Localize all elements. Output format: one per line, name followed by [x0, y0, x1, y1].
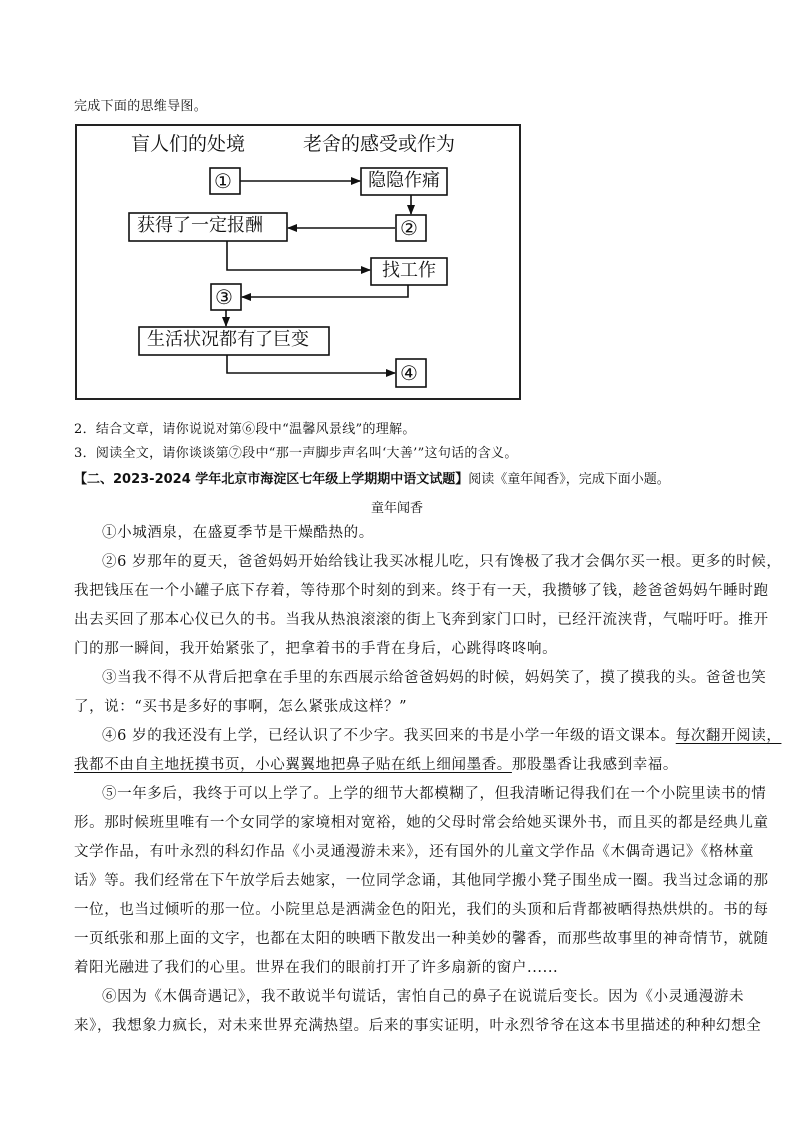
source-line: [74, 468, 670, 487]
paragraph-1: ①小城酒泉，在盛夏季节是干燥酷热的。: [102, 525, 374, 541]
mind-map-diagram: [77, 126, 519, 398]
node-4-label: ④: [400, 361, 418, 385]
node-job-label: 找工作: [382, 260, 436, 281]
article-title: 童年闻香: [370, 501, 423, 516]
node-3-label: ③: [215, 285, 233, 309]
source-rest: 阅读《童年闻香》，完成下面小题。: [468, 472, 670, 487]
paragraph-4-line: [74, 751, 726, 780]
arrow-reward-to-job: [227, 241, 370, 270]
node-reward-label: 获得了一定报酬: [137, 215, 263, 236]
paragraph-5-line: 形。那时候班里唯有一个女同学的家境相对宽裕，她的父母时常会给她买课外书，而且买的都是经典儿童: [74, 815, 769, 831]
underlined-sentence: 每次翻开阅读，: [675, 728, 782, 744]
intro-text: 完成下面的思维导图。: [74, 99, 208, 114]
question-3: 3．阅读全文，请你谈谈第⑦段中“那一声脚步声名叫‘大善’”这句话的含义。: [74, 446, 518, 461]
paragraph-3-line: ③当我不得不从背后把拿在手里的东西展示给爸爸妈妈的时候，妈妈笑了，摸了摸我的头。爸爸也笑: [102, 670, 767, 686]
paragraph-4-line: [74, 722, 782, 751]
heading-blind-situation: 盲人们的处境: [131, 133, 246, 155]
mind-map: [75, 124, 521, 400]
paragraph-5-line: 话》等。我们经常在下午放学后去她家，一位同学念诵，其他同学搬小凳子围坐成一圈。我当过念诵的那: [74, 873, 769, 889]
node-2-label: ②: [400, 216, 418, 240]
paragraph-4-text: ④6 岁的我还没有上学，已经认识了不少字。我买回来的书是小学一年级的语文课本。: [102, 728, 676, 744]
paragraph-5-line: 着阳光融进了我们的心里。世界在我们的眼前打开了许多扇新的窗户......: [74, 960, 559, 976]
node-change-label: 生活状况都有了巨变: [147, 329, 309, 350]
node-1-label: ①: [214, 169, 232, 193]
paragraph-5-line: 一页纸张和那上面的文字，也都在太阳的映晒下散发出一种美妙的馨香，而那些故事里的神奇情节，就随: [74, 931, 769, 947]
heading-laoshe-feeling: 老舍的感受或作为: [303, 133, 456, 155]
paragraph-6-line: ⑥因为《木偶奇遇记》，我不敢说半句谎话，害怕自己的鼻子在说谎后变长。因为《小灵通漫游未: [102, 989, 745, 1005]
paragraph-5-line: 文学作品，有叶永烈的科幻作品《小灵通漫游未来》，还有国外的儿童文学作品《木偶奇遇记》《格林童: [74, 844, 755, 860]
question-2: 2．结合文章，请你说说对第⑥段中“温馨风景线”的理解。: [74, 422, 416, 437]
paragraph-6-line: 来》，我想象力疯长，对未来世界充满热望。后来的事实证明，叶永烈爷爷在这本书里描述的种种幻想全: [74, 1018, 762, 1034]
paragraph-5-line: ⑤一年多后，我终于可以上学了。上学的细节大都模糊了，但我清晰记得我们在一个小院里读书的情: [102, 786, 767, 802]
paragraph-2-line: 我把钱压在一个小罐子底下存着，等待那个时刻的到来。终于有一天，我攒够了钱，趁爸爸妈妈午睡时跑: [74, 583, 769, 599]
paragraph-4-text: 那股墨香让我感到幸福。: [511, 757, 679, 773]
paragraph-2-line: ②6 岁那年的夏天，爸爸妈妈开始给钱让我买冰棍儿吃，只有馋极了我才会偶尔买一根。更多的时候，: [102, 554, 782, 570]
paragraph-5-line: 一位，也当过倾听的那一位。小院里总是洒满金色的阳光，我们的头顶和后背都被晒得热烘烘的。书的每: [74, 902, 769, 918]
paragraph-2-line: 门的那一瞬间，我开始紧张了，把拿着书的手背在身后，心跳得咚咚响。: [74, 641, 558, 657]
underlined-sentence: 我都不由自主地抚摸书页，小心翼翼地把鼻子贴在纸上细闻墨香。: [74, 757, 512, 773]
node-hurt-label: 隐隐作痛: [368, 170, 440, 191]
arrow-job-to-3: [242, 285, 408, 297]
paragraph-3-line: 了，说：“买书是多好的事啊，怎么紧张成这样？”: [74, 699, 408, 715]
arrow-change-to-4: [227, 355, 395, 373]
source-bold: 【二、2023-2024 学年北京市海淀区七年级上学期期中语文试题】: [74, 472, 469, 487]
paragraph-2-line: 出去买回了那本心仪已久的书。当我从热浪滚滚的街上飞奔到家门口时，已经汗流浃背，气喘吁吁。推开: [74, 612, 769, 628]
article-body: [74, 519, 782, 1041]
